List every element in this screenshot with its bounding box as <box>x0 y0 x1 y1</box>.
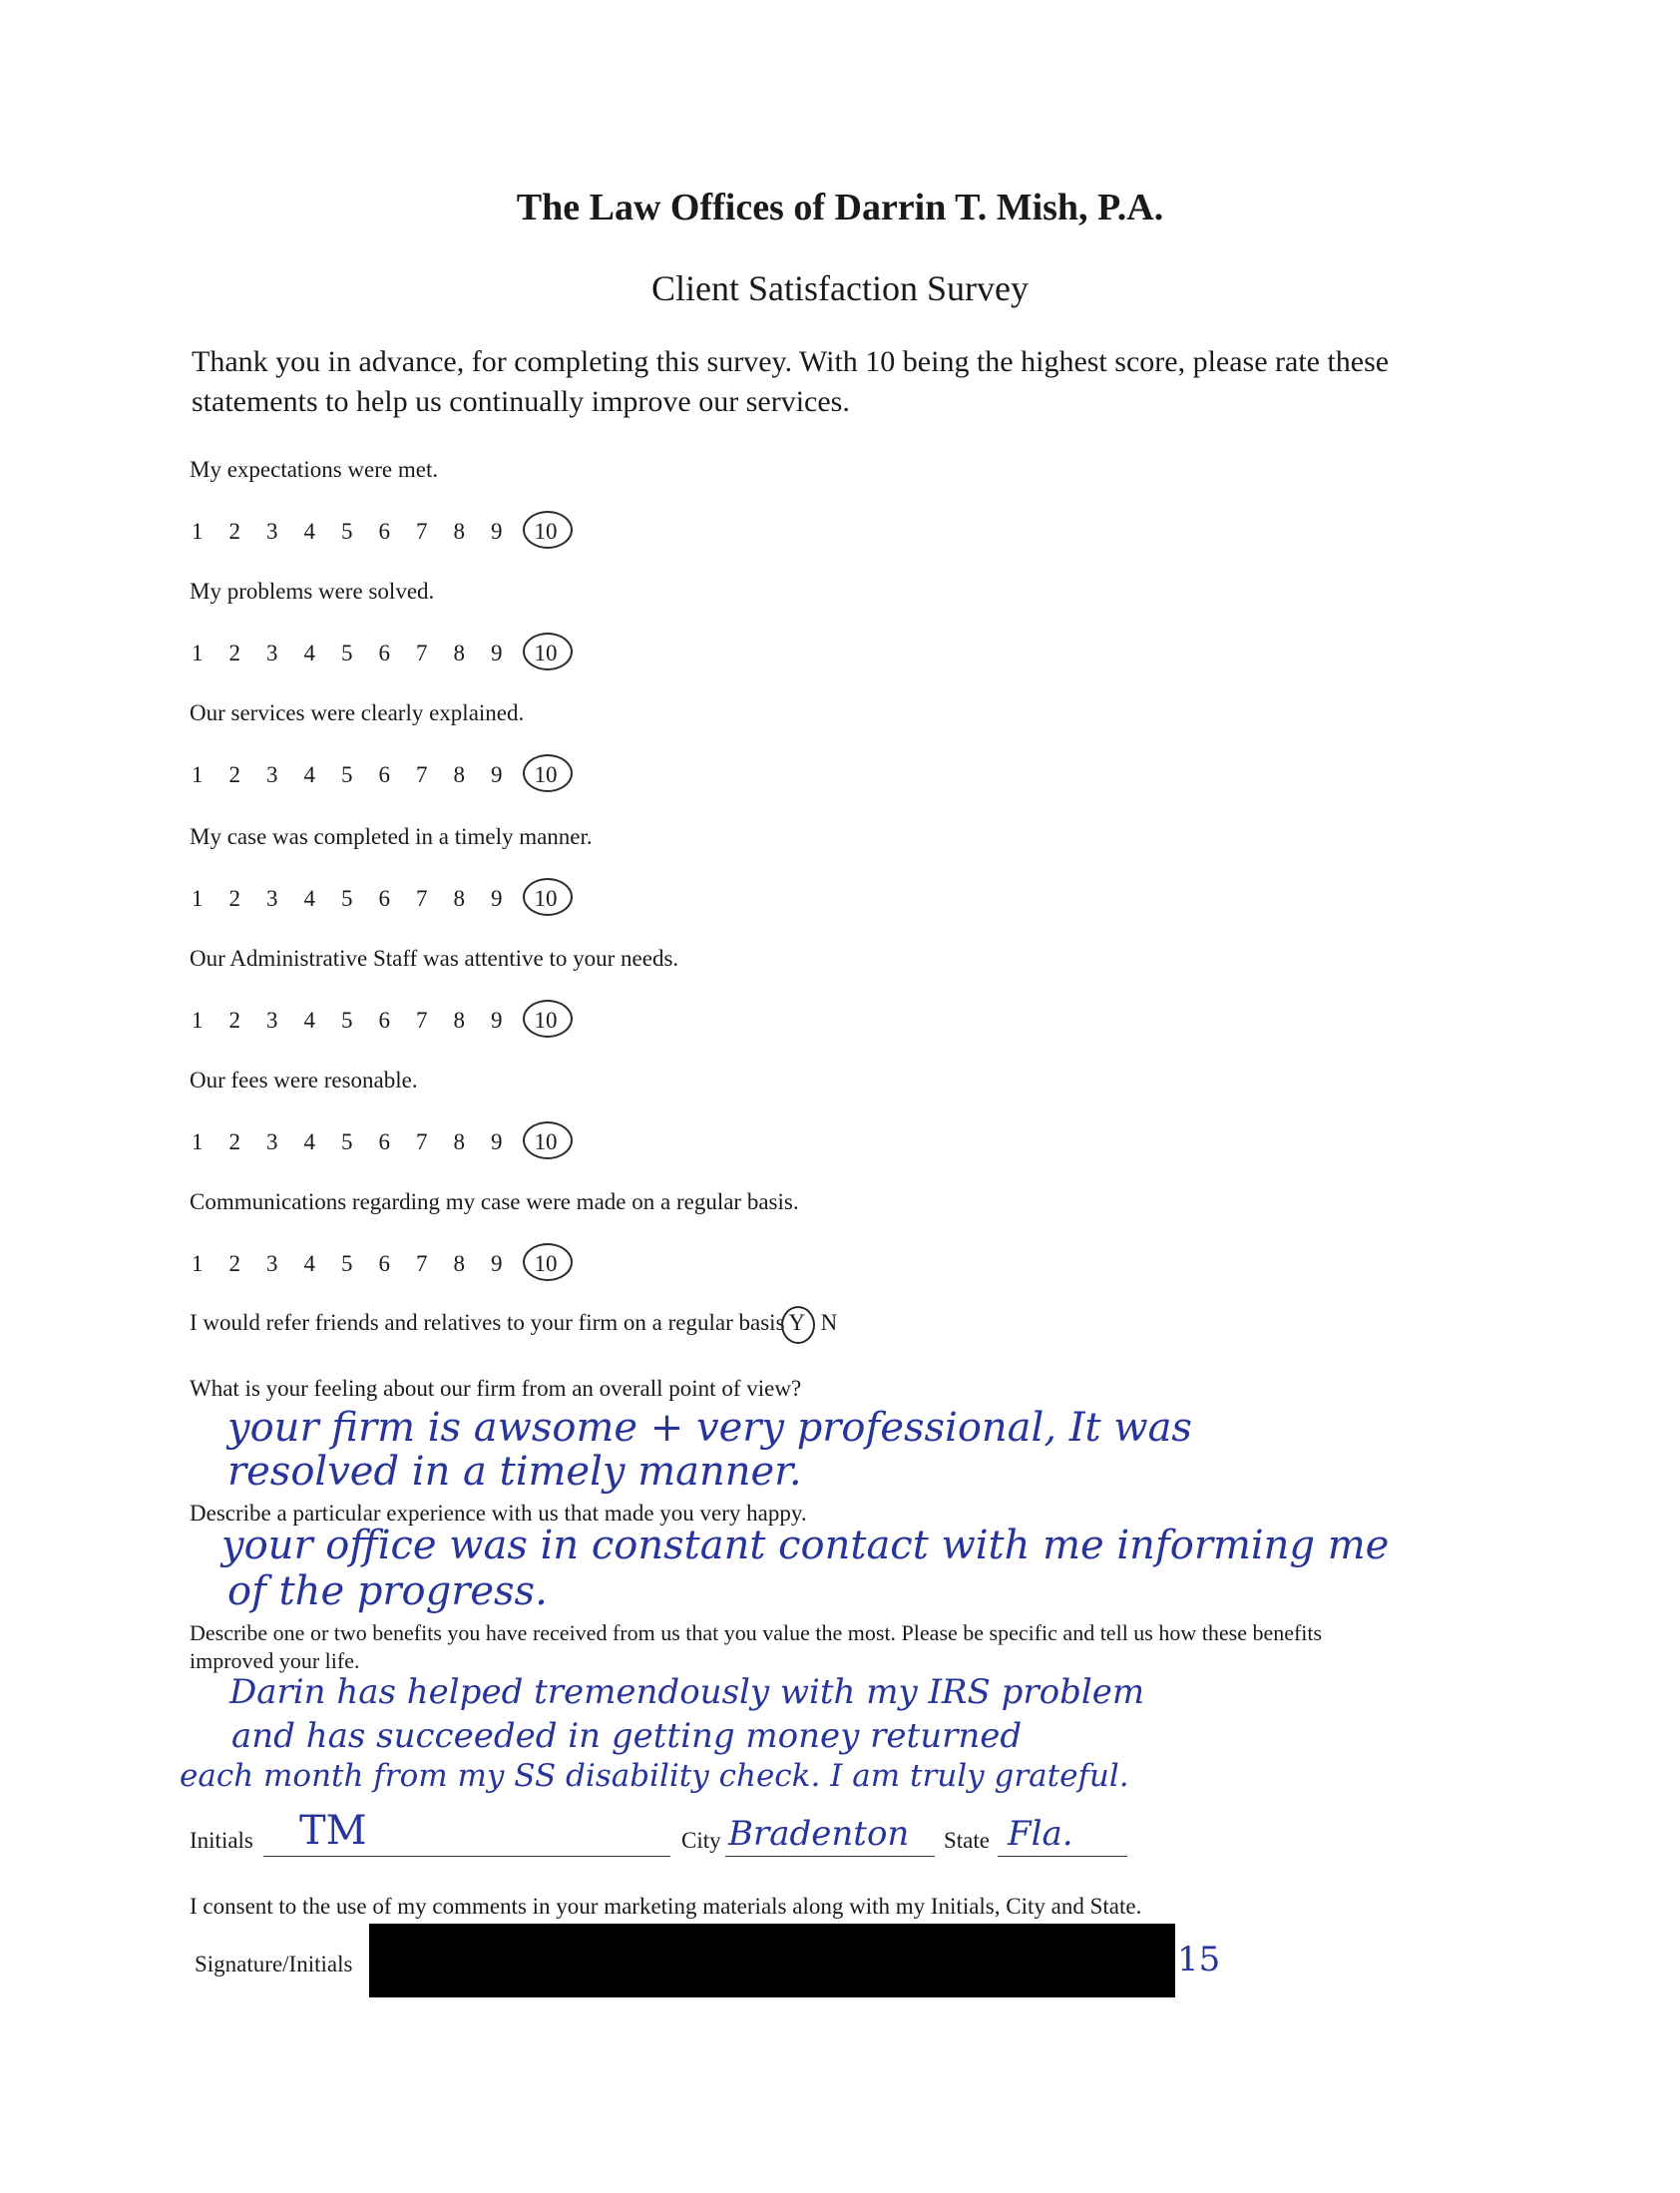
benefits-prompt-line-1: Describe one or two benefits you have received from us that you value the most. Please be specific and tell us how these benefits <box>190 1620 1323 1645</box>
rating-option[interactable]: 5 <box>341 1251 353 1276</box>
experience-answer-line-1: your office was in constant contact with me informing me <box>221 1523 1390 1568</box>
signature-trailing: 15 <box>1177 1940 1221 1979</box>
question-label: My problems were solved. <box>190 579 435 604</box>
rating-option[interactable]: 6 <box>378 641 390 665</box>
question-label: Communications regarding my case were made on a regular basis. <box>190 1189 799 1214</box>
intro-line-2: statements to help us continually improve our services. <box>192 385 850 418</box>
rating-option[interactable]: 9 <box>491 1008 503 1033</box>
intro-line-1: Thank you in advance, for completing this survey. With 10 being the highest score, please rate these <box>192 345 1390 378</box>
overall-answer-line-1: your firm is awsome + very professional, It was <box>227 1405 1192 1451</box>
rating-option[interactable]: 2 <box>228 1251 240 1276</box>
rating-scale <box>192 1125 564 1159</box>
rating-option[interactable]: 6 <box>378 1008 390 1033</box>
rating-option[interactable]: 9 <box>491 1251 503 1276</box>
rating-option[interactable]: 7 <box>416 641 428 665</box>
page-subtitle: Client Satisfaction Survey <box>651 268 1029 308</box>
rating-option[interactable]: 3 <box>266 1251 278 1276</box>
rating-option[interactable]: 9 <box>491 886 503 911</box>
rating-option[interactable]: 6 <box>378 886 390 911</box>
rating-scale <box>192 882 564 916</box>
rating-option[interactable]: 7 <box>416 1251 428 1276</box>
rating-option[interactable]: 2 <box>228 641 240 665</box>
experience-answer-line-2: of the progress. <box>227 1568 548 1614</box>
rating-option[interactable]: 8 <box>453 519 465 544</box>
rating-option[interactable]: 9 <box>491 519 503 544</box>
question-label: Our Administrative Staff was attentive to your needs. <box>190 946 679 971</box>
refer-yes-option[interactable]: Y <box>785 1310 810 1336</box>
rating-option[interactable]: 8 <box>453 1008 465 1033</box>
rating-option[interactable]: 8 <box>453 1129 465 1154</box>
question-label: Our fees were resonable. <box>190 1068 418 1093</box>
initials-value[interactable]: TM <box>299 1808 367 1854</box>
rating-option[interactable]: 10 <box>529 1008 564 1034</box>
city-value[interactable]: Bradenton <box>728 1814 910 1854</box>
rating-option[interactable]: 3 <box>266 1129 278 1154</box>
rating-option[interactable]: 3 <box>266 886 278 911</box>
city-label: City <box>681 1828 721 1853</box>
rating-option[interactable]: 10 <box>529 886 564 912</box>
refer-question <box>190 1310 837 1336</box>
rating-option[interactable]: 1 <box>192 886 204 911</box>
rating-option[interactable]: 10 <box>529 762 564 788</box>
rating-option[interactable]: 6 <box>378 1129 390 1154</box>
rating-option[interactable]: 7 <box>416 1008 428 1033</box>
overall-prompt: What is your feeling about our firm from an overall point of view? <box>190 1376 802 1401</box>
benefits-prompt-line-2: improved your life. <box>190 1648 360 1673</box>
rating-option[interactable]: 5 <box>341 886 353 911</box>
benefits-answer-line-1: Darin has helped tremendously with my IRS problem <box>229 1672 1145 1712</box>
refer-text: I would refer friends and relatives to your firm on a regular basis <box>190 1310 785 1335</box>
rating-scale <box>192 515 564 549</box>
rating-option[interactable]: 5 <box>341 641 353 665</box>
consent-text: I consent to the use of my comments in your marketing materials along with my Initials, City and State. <box>190 1894 1142 1919</box>
rating-option[interactable]: 2 <box>228 519 240 544</box>
rating-option[interactable]: 6 <box>378 1251 390 1276</box>
rating-option[interactable]: 1 <box>192 519 204 544</box>
rating-option[interactable]: 4 <box>303 641 315 665</box>
page-title: The Law Offices of Darrin T. Mish, P.A. <box>516 187 1164 228</box>
rating-option[interactable]: 2 <box>228 886 240 911</box>
rating-option[interactable]: 1 <box>192 1129 204 1154</box>
rating-option[interactable]: 4 <box>303 519 315 544</box>
rating-option[interactable]: 2 <box>228 762 240 787</box>
benefits-answer-line-3: each month from my SS disability check. I am truly grateful. <box>180 1758 1129 1794</box>
rating-scale <box>192 1247 564 1281</box>
question-label: My expectations were met. <box>190 457 439 482</box>
rating-scale <box>192 637 564 670</box>
benefits-answer-line-2: and has succeeded in getting money returned <box>231 1716 1023 1756</box>
rating-option[interactable]: 9 <box>491 641 503 665</box>
rating-option[interactable]: 5 <box>341 1008 353 1033</box>
signature-redaction <box>369 1924 1175 1997</box>
state-value[interactable]: Fla. <box>1008 1814 1073 1854</box>
state-line <box>998 1856 1127 1857</box>
rating-option[interactable]: 1 <box>192 1008 204 1033</box>
rating-option[interactable]: 9 <box>491 1129 503 1154</box>
rating-option[interactable]: 4 <box>303 1008 315 1033</box>
rating-option[interactable]: 5 <box>341 762 353 787</box>
rating-option[interactable]: 4 <box>303 1129 315 1154</box>
rating-option[interactable]: 3 <box>266 1008 278 1033</box>
experience-prompt: Describe a particular experience with us that made you very happy. <box>190 1501 807 1526</box>
rating-option[interactable]: 10 <box>529 1129 564 1155</box>
rating-option[interactable]: 7 <box>416 762 428 787</box>
rating-option[interactable]: 4 <box>303 762 315 787</box>
rating-option[interactable]: 10 <box>529 519 564 545</box>
initials-line <box>263 1856 670 1857</box>
initials-label: Initials <box>190 1828 253 1853</box>
rating-option[interactable]: 10 <box>529 1251 564 1277</box>
rating-option[interactable]: 2 <box>228 1008 240 1033</box>
rating-option[interactable]: 7 <box>416 1129 428 1154</box>
rating-option[interactable]: 7 <box>416 886 428 911</box>
rating-scale <box>192 758 564 792</box>
rating-option[interactable]: 5 <box>341 1129 353 1154</box>
rating-scale <box>192 1004 564 1038</box>
rating-option[interactable]: 8 <box>453 762 465 787</box>
signature-label: Signature/Initials <box>195 1952 353 1976</box>
rating-option[interactable]: 4 <box>303 1251 315 1276</box>
rating-option[interactable]: 6 <box>378 762 390 787</box>
rating-option[interactable]: 8 <box>453 641 465 665</box>
city-line <box>725 1856 935 1857</box>
rating-option[interactable]: 7 <box>416 519 428 544</box>
rating-option[interactable]: 1 <box>192 762 204 787</box>
rating-option[interactable]: 3 <box>266 762 278 787</box>
rating-option[interactable]: 10 <box>529 641 564 666</box>
question-label: My case was completed in a timely manner. <box>190 824 593 849</box>
rating-option[interactable]: 3 <box>266 641 278 665</box>
refer-no-option[interactable]: N <box>820 1310 838 1335</box>
rating-option[interactable]: 9 <box>491 762 503 787</box>
rating-option[interactable]: 1 <box>192 1251 204 1276</box>
state-label: State <box>944 1828 990 1853</box>
rating-option[interactable]: 8 <box>453 1251 465 1276</box>
rating-option[interactable]: 6 <box>378 519 390 544</box>
overall-answer-line-2: resolved in a timely manner. <box>227 1449 802 1495</box>
rating-option[interactable]: 3 <box>266 519 278 544</box>
rating-option[interactable]: 8 <box>453 886 465 911</box>
rating-option[interactable]: 4 <box>303 886 315 911</box>
rating-option[interactable]: 2 <box>228 1129 240 1154</box>
question-label: Our services were clearly explained. <box>190 700 525 725</box>
rating-option[interactable]: 5 <box>341 519 353 544</box>
rating-option[interactable]: 1 <box>192 641 204 665</box>
